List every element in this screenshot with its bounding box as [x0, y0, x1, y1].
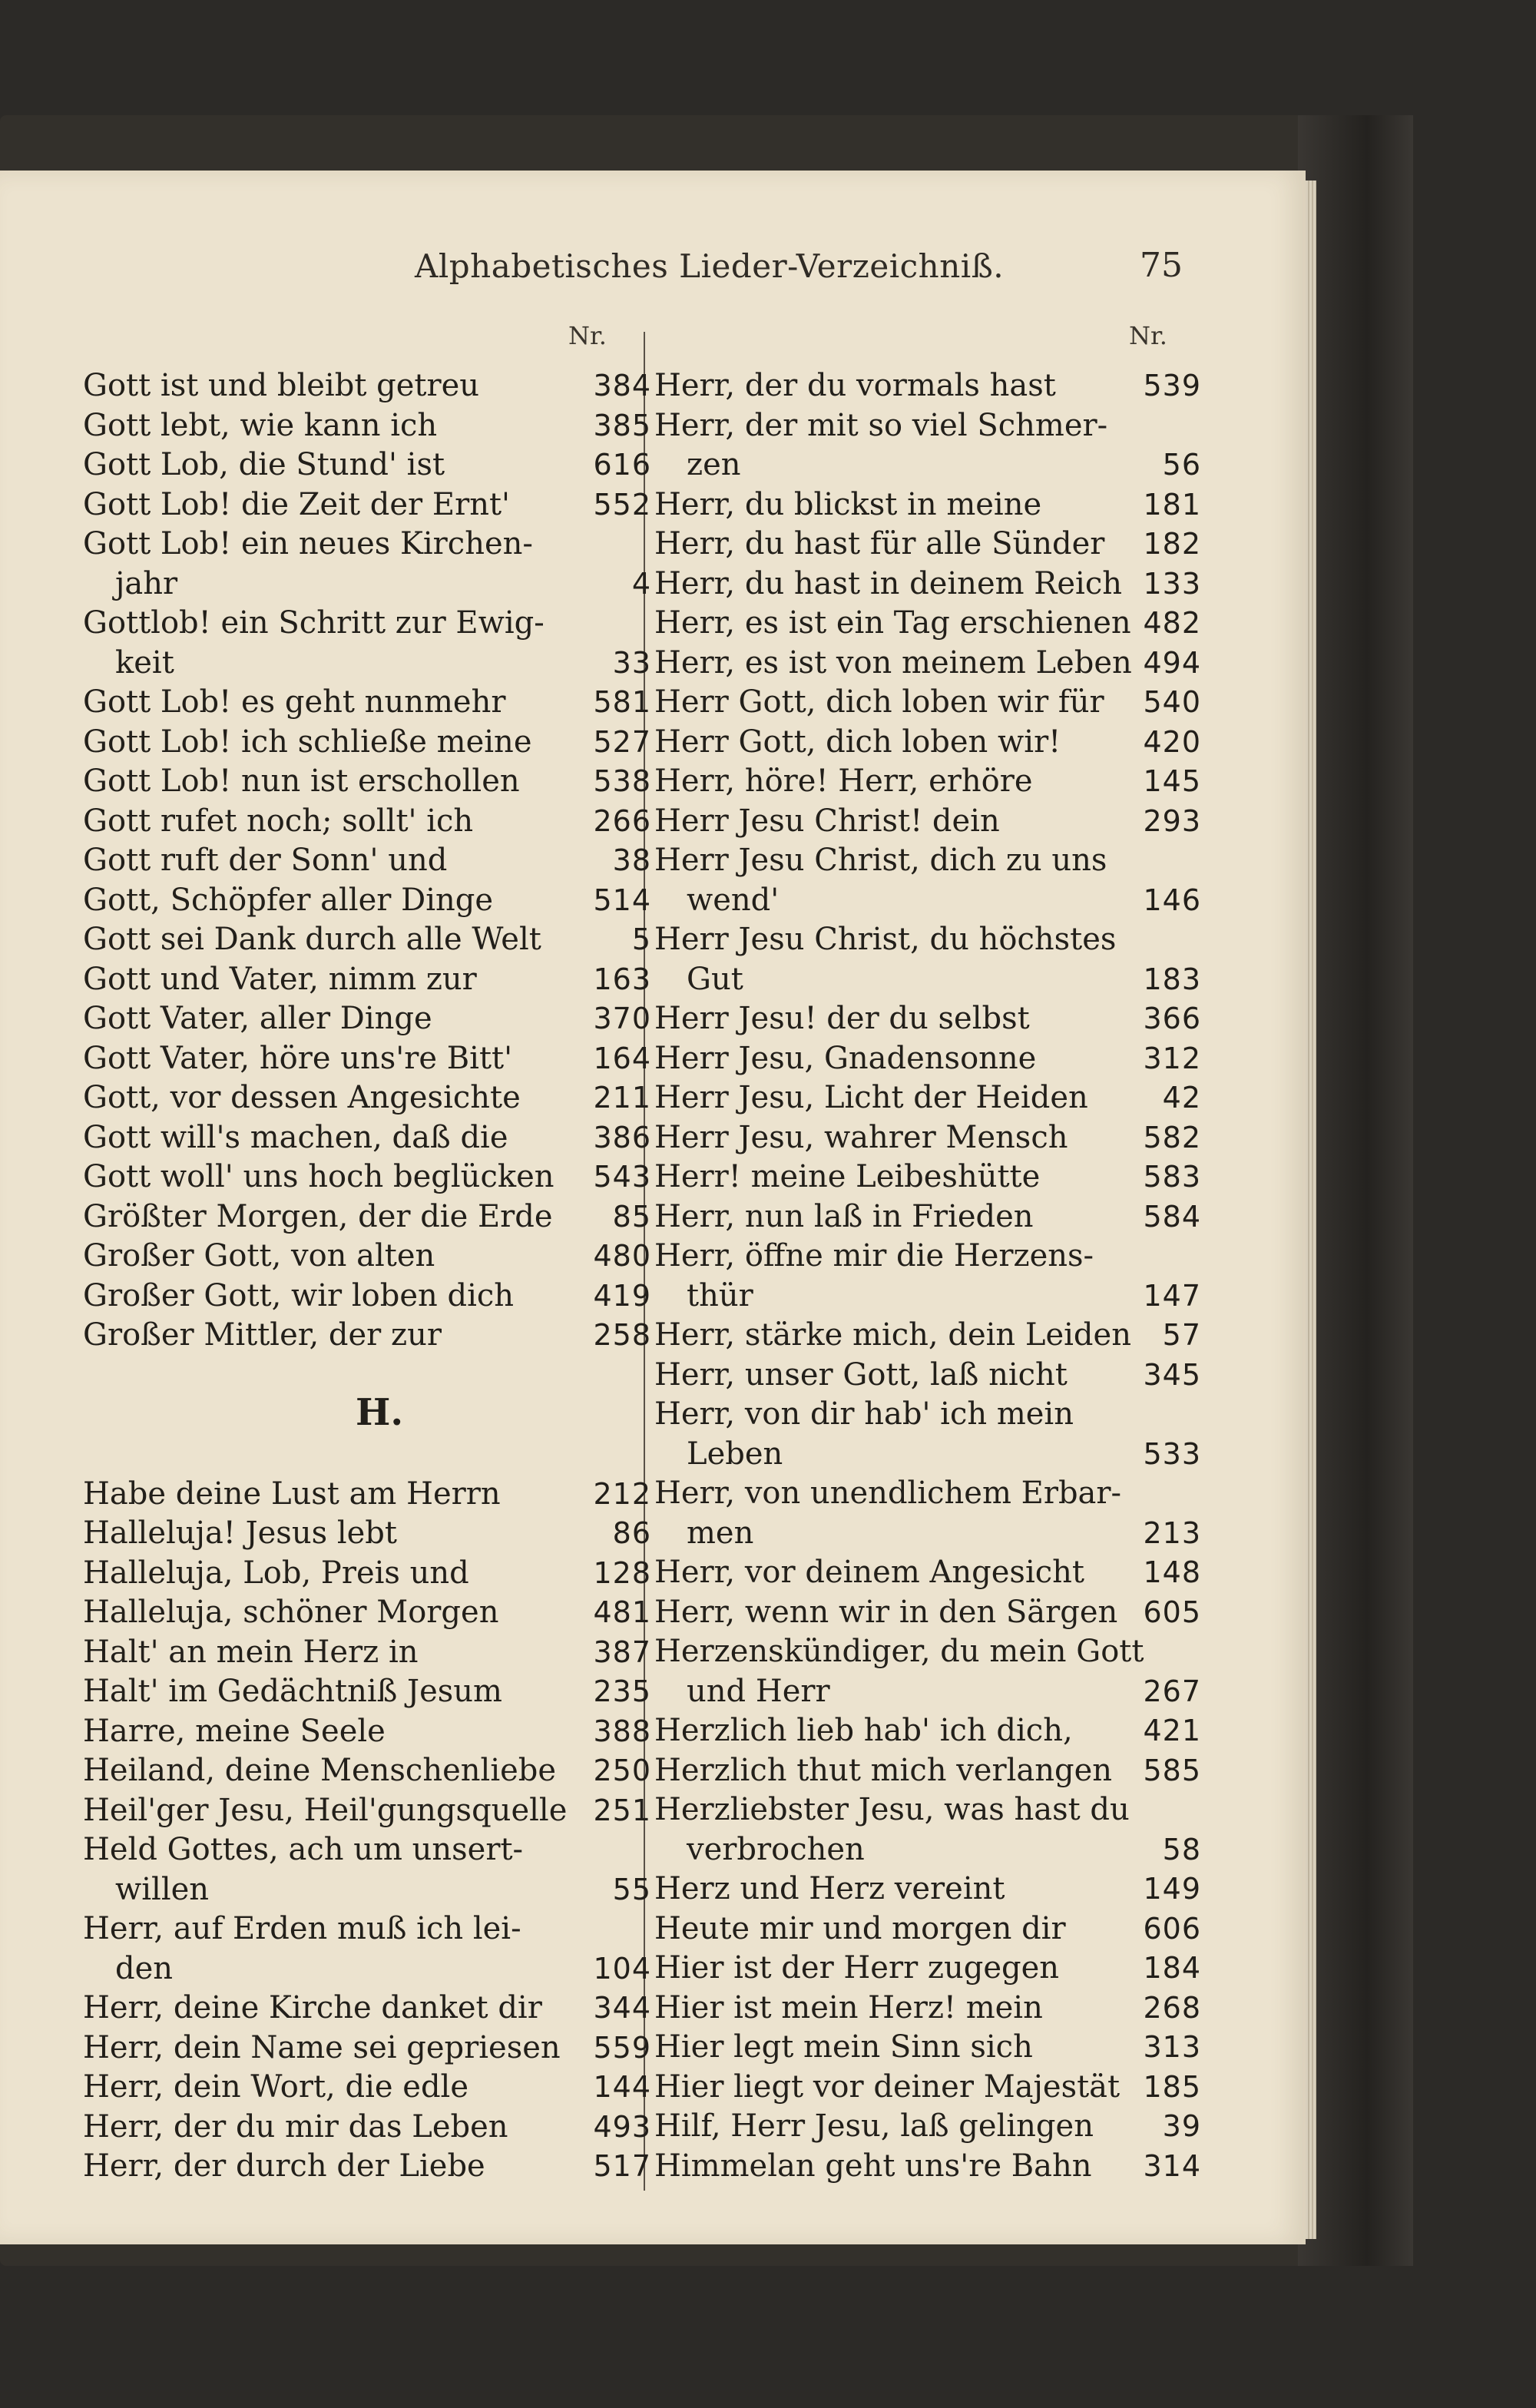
hymn-number: 149	[1143, 1872, 1201, 1906]
hymn-title: Gott Lob, die Stund' ist	[83, 447, 445, 482]
hymn-title: Hier liegt vor deiner Majestät	[654, 2068, 1121, 2105]
hymn-number: 5	[631, 922, 651, 956]
hymn-number: 539	[1143, 369, 1201, 402]
list-item	[83, 1791, 651, 1831]
list-item	[654, 565, 1201, 604]
hymn-number: 293	[1143, 803, 1201, 838]
hymn-title: Herr, wenn wir in den Särgen	[654, 1594, 1118, 1630]
page-number: 75	[1140, 246, 1183, 285]
hymn-title: Gott, Schöpfer aller Dinge	[83, 882, 494, 918]
hymn-number: 584	[1143, 1199, 1201, 1234]
hymn-number: 212	[593, 1476, 651, 1511]
list-item	[83, 960, 651, 1000]
hymn-title: Herr Jesu Christ! dein	[654, 803, 1000, 839]
hymn-number: 42	[1162, 1081, 1201, 1115]
hymn-number: 163	[593, 962, 651, 996]
hymn-title: Halleluja, schöner Morgen	[83, 1595, 499, 1630]
hymn-title: Herr, deine Kirche danket dir	[83, 1990, 542, 2025]
hymn-number: 39	[1162, 2109, 1201, 2143]
hymn-title: Herz und Herz vereint	[654, 1871, 1005, 1906]
list-item	[654, 1395, 1201, 1474]
list-item	[83, 2147, 651, 2187]
list-item	[83, 1316, 651, 1356]
list-item	[83, 1633, 651, 1673]
list-item	[654, 683, 1201, 723]
list-item	[654, 723, 1201, 763]
hymn-number: 481	[593, 1595, 651, 1629]
page-header: Alphabetisches Lieder-Verzeichniß.	[415, 247, 1005, 285]
list-item	[654, 1197, 1201, 1237]
hymn-title: Hier ist mein Herz! mein	[654, 1989, 1043, 2025]
hymn-title: Herr Jesu! der du selbst	[654, 1001, 1030, 1036]
list-item	[83, 1158, 651, 1197]
hymn-title: Halleluja, Lob, Preis und	[83, 1555, 469, 1591]
hymn-number: 585	[1143, 1753, 1201, 1787]
hymn-title: Herr Jesu Christ, du höchstes	[654, 922, 1117, 957]
hymn-number: 267	[1143, 1674, 1201, 1708]
hymn-number: 4	[631, 566, 651, 601]
list-item	[83, 2108, 651, 2148]
list-item	[654, 920, 1201, 999]
hymn-title: Gott, vor dessen Angesichte	[83, 1080, 521, 1115]
hymn-number: 268	[1143, 1990, 1201, 2025]
hymn-title: Herzlich lieb hab' ich dich,	[654, 1713, 1073, 1748]
hymn-title-continuation: Gut	[687, 961, 743, 997]
hymn-title: Großer Gott, von alten	[83, 1238, 435, 1274]
list-item	[83, 485, 651, 525]
hymn-title: Herr Jesu Christ, dich zu uns	[654, 843, 1107, 878]
list-item	[654, 1711, 1201, 1751]
list-item	[654, 366, 1201, 406]
hymn-number: 133	[1143, 566, 1201, 601]
hymn-title: Hilf, Herr Jesu, laß gelingen	[654, 2108, 1094, 2144]
hymn-title: Gott sei Dank durch alle Welt	[83, 922, 541, 957]
hymn-number: 85	[612, 1199, 651, 1234]
list-item	[83, 1910, 651, 1989]
hymn-number: 38	[612, 843, 651, 877]
hymn-title: Herr, auf Erden muß ich lei-	[83, 1911, 521, 1946]
list-item	[654, 485, 1201, 525]
hymn-title: Gott woll' uns hoch beglücken	[83, 1159, 554, 1194]
hymn-title: Herr, du hast für alle Sünder	[654, 526, 1105, 561]
list-item	[83, 1039, 651, 1079]
list-item	[83, 920, 651, 960]
list-item	[654, 1474, 1201, 1553]
hymn-title: Halt' an mein Herz in	[83, 1634, 419, 1670]
hymn-number: 146	[1143, 883, 1201, 917]
hymn-title-continuation: und Herr	[687, 1673, 830, 1709]
hymn-title: Herr, dein Name sei gepriesen	[83, 2029, 561, 2065]
hymn-title-continuation: wend'	[687, 882, 780, 918]
hymn-title: Heil'ger Jesu, Heil'gungsquelle	[83, 1792, 568, 1828]
list-item	[654, 802, 1201, 842]
hymn-title: Herr, von unendlichem Erbar-	[654, 1476, 1122, 1511]
list-item	[83, 525, 651, 604]
list-item	[654, 406, 1201, 485]
list-item	[654, 999, 1201, 1039]
hymn-number: 181	[1143, 487, 1201, 522]
hymn-title: Herr, der mit so viel Schmer-	[654, 407, 1108, 443]
hymn-title: Hier legt mein Sinn sich	[654, 2029, 1033, 2065]
hymn-number: 147	[1143, 1278, 1201, 1313]
list-item	[654, 1632, 1201, 1711]
hymn-title: Gott Lob! es geht nunmehr	[83, 684, 506, 720]
hymn-number: 540	[1143, 685, 1201, 719]
list-item	[83, 2068, 651, 2108]
list-item	[654, 1118, 1201, 1158]
nr-label-left: Nr.	[568, 321, 607, 350]
list-item	[654, 1593, 1201, 1633]
list-item	[654, 604, 1201, 644]
hymn-number: 605	[1143, 1595, 1201, 1629]
hymn-title: Herr, höre! Herr, erhöre	[654, 763, 1033, 799]
list-item	[83, 604, 651, 683]
hymn-title: Größter Morgen, der die Erde	[83, 1198, 553, 1234]
hymn-number: 148	[1143, 1555, 1201, 1589]
list-item	[83, 1118, 651, 1158]
list-item	[83, 1593, 651, 1633]
list-item	[654, 2107, 1201, 2147]
hymn-number: 366	[1143, 1002, 1201, 1035]
hymn-title-continuation: jahr	[115, 565, 178, 601]
list-item	[654, 1553, 1201, 1593]
list-item	[654, 2028, 1201, 2068]
list-item	[83, 802, 651, 842]
list-item	[83, 1554, 651, 1594]
hymn-number: 482	[1143, 606, 1201, 640]
hymn-title: Gott Vater, aller Dinge	[83, 1001, 432, 1036]
left-entries-g	[83, 366, 651, 1356]
hymn-number: 251	[593, 1793, 651, 1827]
list-item	[83, 1475, 651, 1515]
hymn-title: Herr, von dir hab' ich mein	[654, 1396, 1074, 1432]
list-item	[83, 1712, 651, 1752]
hymn-number: 33	[612, 645, 651, 680]
list-item	[83, 1989, 651, 2029]
hymn-title: Gott Vater, höre uns're Bitt'	[83, 1040, 513, 1076]
list-item	[654, 1870, 1201, 1910]
list-item	[83, 999, 651, 1039]
hymn-number: 235	[593, 1674, 651, 1708]
hymn-title: Herr Jesu, Licht der Heiden	[654, 1080, 1088, 1115]
hymn-number: 344	[593, 1991, 651, 2025]
hymn-title-continuation: thür	[687, 1277, 753, 1313]
hymn-number: 421	[1143, 1714, 1201, 1747]
hymn-number: 559	[593, 2030, 651, 2065]
hymn-title-continuation: verbrochen	[687, 1831, 865, 1867]
hymn-number: 313	[1143, 2030, 1201, 2064]
list-item	[83, 1078, 651, 1118]
hymn-title: Herr, es ist ein Tag erschienen	[654, 605, 1131, 641]
list-item	[654, 841, 1201, 920]
list-item	[654, 1790, 1201, 1870]
hymn-title: Herzlich thut mich verlangen	[654, 1752, 1113, 1788]
hymn-number: 527	[593, 724, 651, 759]
hymn-number: 388	[593, 1714, 651, 1748]
nr-label-right: Nr.	[1129, 321, 1167, 350]
list-item	[654, 762, 1201, 802]
hymn-number: 312	[1143, 1041, 1201, 1075]
hymn-title: Gott will's machen, daß die	[83, 1119, 508, 1155]
hymn-number: 384	[593, 369, 651, 402]
list-item	[654, 1039, 1201, 1079]
hymn-title: Herzenskündiger, du mein Gott	[654, 1634, 1144, 1669]
hymn-number: 606	[1143, 1911, 1201, 1946]
hymn-number: 128	[593, 1555, 651, 1590]
hymn-number: 493	[593, 2109, 651, 2144]
hymn-number: 581	[593, 685, 651, 719]
hymn-title: Herr, du blickst in meine	[654, 486, 1042, 522]
list-item	[654, 1316, 1201, 1356]
hymn-title: Heiland, deine Menschenliebe	[83, 1753, 557, 1788]
hymn-title: Großer Mittler, der zur	[83, 1317, 442, 1353]
hymn-title: Gott Lob! nun ist erschollen	[83, 763, 520, 799]
left-column	[83, 366, 651, 2187]
list-item	[83, 1197, 651, 1237]
hymn-title: Herr! meine Leibeshütte	[654, 1159, 1041, 1194]
hymn-title: Herr Gott, dich loben wir für	[654, 684, 1104, 720]
hymn-number: 55	[612, 1872, 651, 1906]
hymn-title: Halleluja! Jesus lebt	[83, 1515, 397, 1551]
hymn-number: 57	[1162, 1318, 1201, 1352]
hymn-title: Herr Jesu, Gnadensonne	[654, 1040, 1037, 1076]
list-item	[83, 1237, 651, 1277]
list-item	[654, 1751, 1201, 1791]
hymn-title: Gott lebt, wie kann ich	[83, 407, 438, 443]
list-item	[83, 1751, 651, 1791]
list-item	[83, 723, 651, 763]
hymn-number: 419	[593, 1278, 651, 1313]
hymn-number: 583	[1143, 1160, 1201, 1194]
hymn-title-continuation: den	[115, 1950, 174, 1986]
hymn-title: Gott ist und bleibt getreu	[83, 368, 480, 403]
list-item	[654, 1356, 1201, 1396]
hymn-number: 385	[593, 408, 651, 442]
hymn-title: Gott und Vater, nimm zur	[83, 961, 477, 997]
hymn-number: 258	[593, 1318, 651, 1352]
list-item	[654, 1078, 1201, 1118]
section-heading	[83, 1356, 651, 1475]
section-letter: H.	[356, 1390, 404, 1434]
hymn-number: 56	[1162, 448, 1201, 482]
list-item	[83, 445, 651, 485]
hymn-number: 345	[1143, 1357, 1201, 1392]
hymn-title: Gott rufet noch; sollt' ich	[83, 803, 474, 839]
hymn-number: 517	[593, 2149, 651, 2183]
hymn-number: 387	[593, 1635, 651, 1669]
hymn-title: Großer Gott, wir loben dich	[83, 1277, 515, 1313]
list-item	[83, 366, 651, 406]
hymn-title: Herr, der du vormals hast	[654, 368, 1056, 403]
hymn-title: Harre, meine Seele	[83, 1713, 386, 1749]
hymn-number: 211	[593, 1081, 651, 1115]
hymn-number: 250	[593, 1754, 651, 1787]
hymn-title-continuation: willen	[115, 1871, 210, 1907]
hymn-number: 386	[593, 1120, 651, 1154]
list-item	[654, 1989, 1201, 2029]
list-item	[83, 1830, 651, 1910]
hymn-title-continuation: men	[687, 1515, 754, 1551]
hymn-number: 370	[593, 1002, 651, 1035]
hymn-number: 543	[593, 1160, 651, 1194]
hymn-title: Habe deine Lust am Herrn	[83, 1476, 501, 1512]
hymn-title: Herr, es ist von meinem Leben	[654, 644, 1132, 681]
hymn-number: 533	[1143, 1436, 1201, 1471]
hymn-number: 185	[1143, 2069, 1201, 2104]
hymn-title: Gott Lob! ich schließe meine	[83, 724, 532, 760]
list-item	[83, 406, 651, 446]
hymn-number: 266	[593, 803, 651, 838]
list-item	[654, 1158, 1201, 1197]
hymn-number: 552	[593, 487, 651, 522]
list-item	[83, 1514, 651, 1554]
list-item	[654, 525, 1201, 565]
hymn-title: Herr, öffne mir die Herzens-	[654, 1238, 1094, 1274]
hymn-title: Held Gottes, ach um unsert-	[83, 1832, 524, 1867]
hymn-title: Herr Gott, dich loben wir!	[654, 724, 1061, 760]
hymn-title: Heute mir und morgen dir	[654, 1910, 1066, 1946]
list-item	[83, 762, 651, 802]
hymn-number: 58	[1162, 1832, 1201, 1866]
hymn-number: 183	[1143, 962, 1201, 996]
hymn-number: 104	[593, 1951, 651, 1986]
hymn-title: Herr, nun laß in Frieden	[654, 1198, 1034, 1234]
hymn-number: 184	[1143, 1951, 1201, 1985]
hymn-title-continuation: Leben	[687, 1436, 783, 1472]
hymn-title: Gott Lob! ein neues Kirchen-	[83, 526, 533, 561]
list-item	[654, 644, 1201, 684]
list-item	[654, 1949, 1201, 1989]
hymn-number: 582	[1143, 1120, 1201, 1154]
hymn-number: 213	[1143, 1515, 1201, 1550]
hymn-number: 514	[593, 883, 651, 917]
right-entries	[654, 366, 1201, 2186]
list-item	[83, 1672, 651, 1712]
hymn-title: Herr, du hast in deinem Reich	[654, 565, 1123, 601]
hymn-title: Herr Jesu, wahrer Mensch	[654, 1119, 1068, 1155]
hymn-number: 616	[593, 448, 651, 482]
list-item	[83, 881, 651, 921]
hymn-title: Himmelan geht uns're Bahn	[654, 2148, 1092, 2184]
hymn-title: Gott ruft der Sonn' und	[83, 843, 448, 878]
hymn-title-continuation: zen	[687, 447, 741, 482]
list-item	[83, 841, 651, 881]
hymn-title: Halt' im Gedächtniß Jesum	[83, 1674, 502, 1709]
hymn-number: 538	[593, 764, 651, 798]
right-column	[654, 366, 1201, 2186]
list-item	[83, 2029, 651, 2068]
list-item	[654, 2147, 1201, 2187]
hymn-title: Herr, der durch der Liebe	[83, 2148, 485, 2184]
hymn-title: Herr, der du mir das Leben	[83, 2108, 508, 2145]
hymn-number: 494	[1143, 645, 1201, 680]
hymn-number: 145	[1143, 764, 1201, 798]
hymn-number: 480	[593, 1239, 651, 1273]
list-item	[83, 1277, 651, 1317]
hymn-number: 420	[1143, 724, 1201, 759]
hymn-title: Herr, unser Gott, laß nicht	[654, 1356, 1068, 1393]
hymn-title: Gottlob! ein Schritt zur Ewig-	[83, 605, 545, 641]
hymn-number: 182	[1143, 527, 1201, 561]
hymn-number: 144	[593, 2070, 651, 2104]
hymn-title-continuation: keit	[115, 644, 174, 681]
hymn-number: 164	[593, 1041, 651, 1075]
hymn-number: 86	[612, 1516, 651, 1550]
list-item	[654, 1237, 1201, 1316]
book-page	[0, 171, 1306, 2244]
list-item	[83, 683, 651, 723]
list-item	[654, 1910, 1201, 1949]
left-entries-h	[83, 1475, 651, 2187]
hymn-title: Herzliebster Jesu, was hast du	[654, 1792, 1130, 1827]
hymn-title: Gott Lob! die Zeit der Ernt'	[83, 486, 511, 522]
hymn-title: Herr, vor deinem Angesicht	[654, 1555, 1084, 1590]
hymn-title: Herr, stärke mich, dein Leiden	[654, 1317, 1131, 1353]
hymn-title: Hier ist der Herr zugegen	[654, 1950, 1060, 1986]
hymn-title: Herr, dein Wort, die edle	[83, 2069, 469, 2105]
hymn-number: 314	[1143, 2148, 1201, 2183]
list-item	[654, 2068, 1201, 2108]
